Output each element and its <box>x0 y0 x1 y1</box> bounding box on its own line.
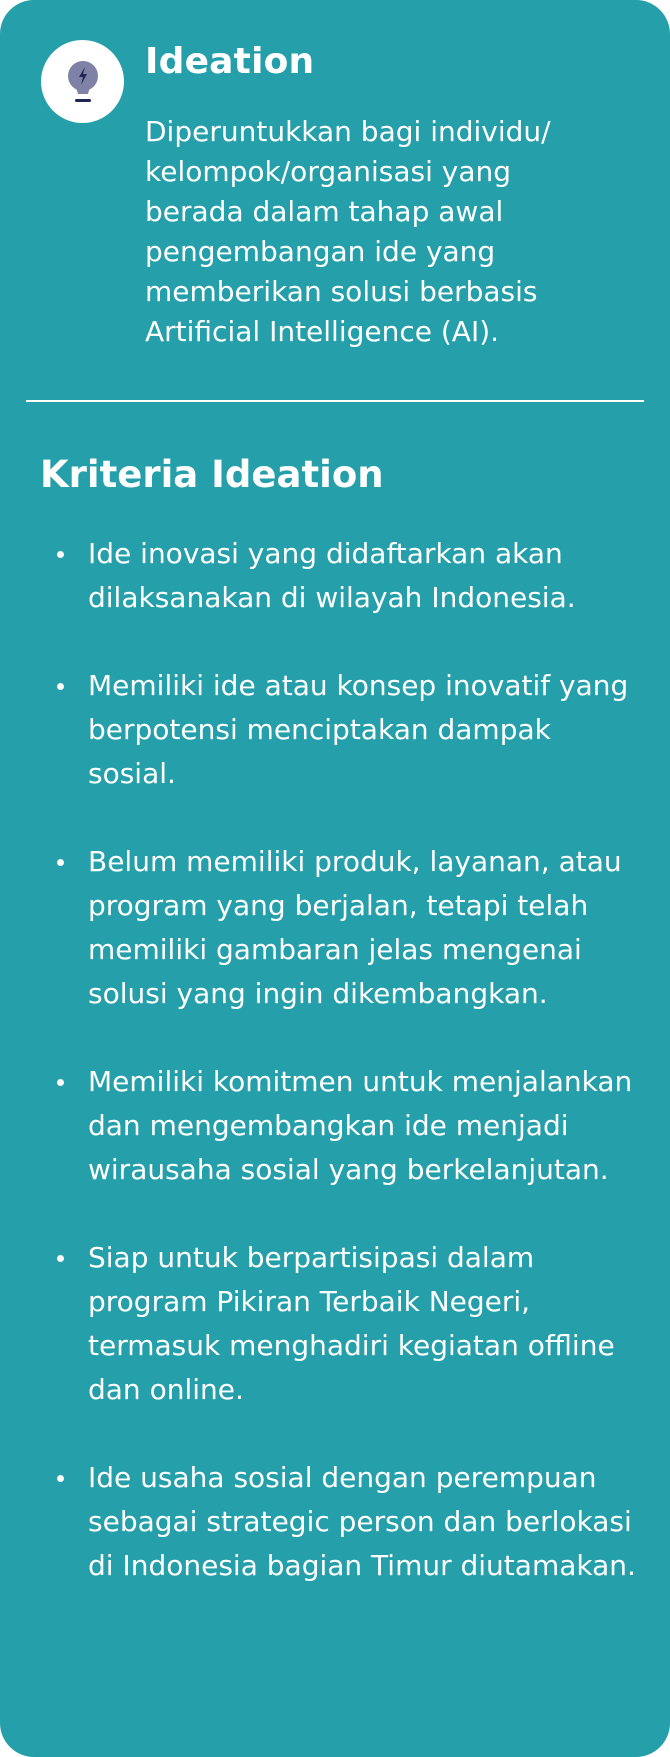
bullet-icon <box>57 1079 64 1086</box>
bullet-icon <box>57 683 64 690</box>
list-item <box>40 1060 640 1192</box>
list-item <box>40 1236 640 1412</box>
lightbulb-icon <box>61 57 105 107</box>
list-item <box>40 1456 640 1588</box>
icon-badge <box>41 40 124 123</box>
divider <box>26 400 644 402</box>
list-item-text: Memiliki ide atau konsep inovatif yang berpotensi menciptakan dampak sosial. <box>88 669 629 790</box>
card-description: Diperuntukkan bagi individu/ kelompok/organisasi yang berada dalam tahap awal pengembangan ide yang memberikan solusi berbasis Artificial Intelligence (AI). <box>145 115 551 348</box>
list-item-text: Ide usaha sosial dengan perempuan sebagai strategic person dan berlokasi di Indonesia bagian Timur diutamakan. <box>88 1461 636 1582</box>
list-item-text: Ide inovasi yang didaftarkan akan dilaksanakan di wilayah Indonesia. <box>88 537 576 614</box>
bullet-icon <box>57 859 64 866</box>
list-item-text: Siap untuk berpartisipasi dalam program Pikiran Terbaik Negeri, termasuk menghadiri kegiatan offline dan online. <box>88 1241 615 1406</box>
criteria-heading: Kriteria Ideation <box>40 453 384 496</box>
list-item <box>40 840 640 1016</box>
list-item <box>40 664 640 796</box>
list-item-text: Memiliki komitmen untuk menjalankan dan mengembangkan ide menjadi wirausaha sosial yang berkelanjutan. <box>88 1065 633 1186</box>
list-item <box>40 532 640 620</box>
bullet-icon <box>57 551 64 558</box>
list-item-text: Belum memiliki produk, layanan, atau program yang berjalan, tetapi telah memiliki gambaran jelas mengenai solusi yang ingin dikembangkan. <box>88 845 622 1010</box>
bullet-icon <box>57 1255 64 1262</box>
card-title: Ideation <box>145 41 315 82</box>
criteria-list <box>40 532 640 1632</box>
bullet-icon <box>57 1475 64 1482</box>
